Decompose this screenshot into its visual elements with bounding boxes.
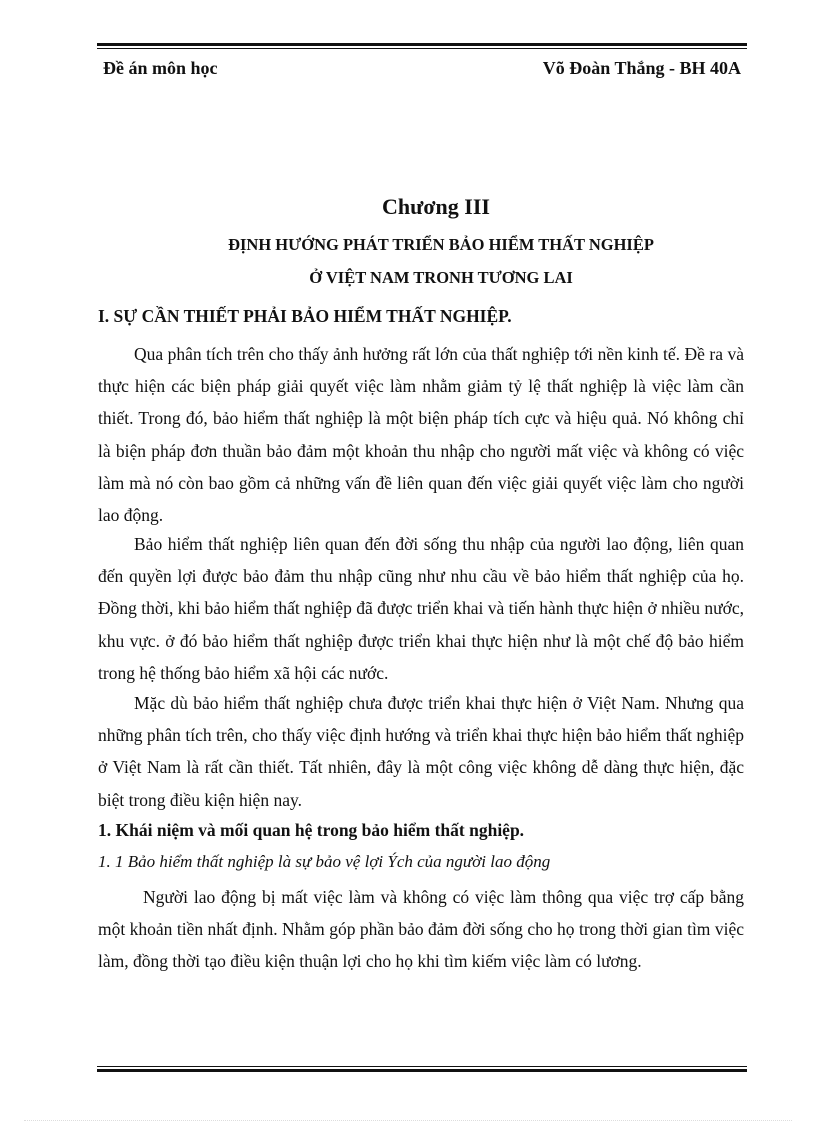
page-header <box>103 58 741 79</box>
section-heading: I. SỰ CẦN THIẾT PHẢI BẢO HIỂM THẤT NGHIỆP. <box>98 306 512 326</box>
paragraph: Qua phân tích trên cho thấy ảnh hưởng rất lớn của thất nghiệp tới nền kinh tế. Đề ra và thực hiện các biện pháp giải quyết việc làm nhằm giảm tỷ lệ thất nghiệp là việc làm cần thiết. Trong đó, bảo hiểm thất nghiệp là một biện pháp tích cực và hiệu quả. Nó không chỉ là biện pháp đơn thuần bảo đảm một khoản thu nhập cho người mất việc và không có việc làm mà nó còn bao gồm cả những vấn đề liên quan đến việc giải quyết việc làm cho người lao động. <box>98 344 744 526</box>
paragraph: Người lao động bị mất việc làm và không có việc làm thông qua việc trợ cấp bằng một khoản tiền nhất định. Nhằm góp phần bảo đảm đời sống cho họ trong thời gian tìm việc làm, đồng thời tạo điều kiện thuận lợi cho họ khi tìm kiếm việc làm có lương. <box>98 887 744 972</box>
chapter-title-line-1: ĐỊNH HƯỚNG PHÁT TRIỂN BẢO HIỂM THẤT NGHIỆP <box>228 235 654 254</box>
subsection-heading: 1. Khái niệm và mối quan hệ trong bảo hiểm thất nghiệp. <box>98 820 525 840</box>
header-course-label: Đề án môn học <box>103 58 218 78</box>
paragraph: Mặc dù bảo hiểm thất nghiệp chưa được triển khai thực hiện ở Việt Nam. Nhưng qua những phân tích trên, cho thấy việc định hướng và triển khai thực hiện bảo hiểm thất nghiệp ở Việt Nam là rất cần thiết. Tất nhiên, đây là một công việc không dễ dàng thực hiện, đặc biệt trong điều kiện hiện nay. <box>98 693 744 810</box>
header-author-label: Võ Đoàn Thắng - BH 40A <box>542 58 741 78</box>
header-rule <box>97 43 747 49</box>
footer-rule <box>97 1066 747 1072</box>
subsubsection-heading: 1. 1 Bảo hiểm thất nghiệp là sự bảo vệ lợi Ých của người lao động <box>98 852 551 871</box>
page-edge-divider <box>24 1120 792 1121</box>
chapter-label: Chương III <box>382 194 490 219</box>
chapter-title-line-2: Ở VIỆT NAM TRONH TƯƠNG LAI <box>309 268 573 287</box>
paragraph: Bảo hiểm thất nghiệp liên quan đến đời sống thu nhập của người lao động, liên quan đến quyền lợi được bảo đảm thu nhập cũng như nhu cầu về bảo hiểm thất nghiệp của họ. Đồng thời, khi bảo hiểm thất nghiệp đã được triển khai và tiến hành thực hiện ở nhiều nước, khu vực. ở đó bảo hiểm thất nghiệp được triển khai thực hiện như là một chế độ bảo hiểm trong hệ thống bảo hiểm xã hội các nước. <box>98 534 744 683</box>
